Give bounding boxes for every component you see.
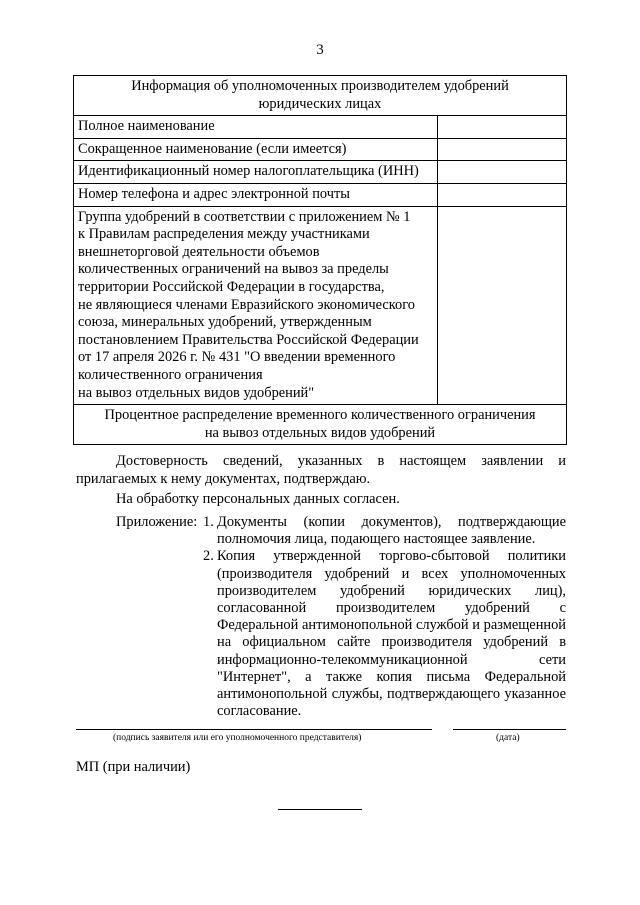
consent-statement: На обработку персональных данных согласен. [116, 491, 400, 507]
row-value-inn[interactable] [438, 161, 567, 184]
date-line [453, 729, 566, 730]
percentage-distribution-row: Процентное распределение временного количественного ограничения на вывоз отдельных видов удобрений [74, 405, 567, 445]
table-header-row [74, 76, 567, 116]
stamp-place: МП (при наличии) [76, 759, 191, 775]
authorized-entities-table [73, 75, 567, 445]
signature-line [76, 729, 432, 730]
table-row [74, 138, 567, 161]
signature-caption: (подпись заявителя или его уполномоченного представителя) [113, 733, 362, 743]
table-row [74, 161, 567, 184]
row-label-fertilizer-group: Группа удобрений в соответствии с приложением № 1 к Правилам распределения между участниками внешнеторговой деятельности объемов количественных ограничений на вывоз за пределы территории Российской Федерации в государства, не являющиеся членами Евразийского экономического союза, минеральных удобрений, утвержденным постановлением Правительства Российской Федерации от 17 апреля 2026 г. № 431 "О введении временного количественного ограничения на вывоз отдельных видов удобрений" [74, 206, 438, 405]
table-row [74, 116, 567, 139]
appendix-label: Приложение: [116, 514, 198, 530]
table-row [74, 183, 567, 206]
table-row [74, 206, 567, 405]
end-divider [278, 809, 362, 810]
appendix-item [116, 548, 566, 720]
row-value-short-name[interactable] [438, 138, 567, 161]
appendix-item-number: 1. [203, 514, 214, 530]
row-value-contacts[interactable] [438, 183, 567, 206]
appendix-item-text: Копия утвержденной торгово-сбытовой политики (производителя удобрений и всех уполномоченных производителем удобрений юридических лиц), согласованной производителем удобрений с Федеральной антимонопольной службой и размещенной на официальном сайте производителя удобрений в информационно-телекоммуникационной сети "Интернет", а также копия письма Федеральной антимонопольной службы, подтверждающего указанное согласование. [217, 548, 566, 720]
reliability-statement: Достоверность сведений, указанных в настоящем заявлении и прилагаемых к нему документах, подтверждаю. [76, 453, 566, 487]
appendix-item-number: 2. [203, 548, 214, 565]
row-label-short-name: Сокращенное наименование (если имеется) [74, 138, 438, 161]
row-label-full-name: Полное наименование [74, 116, 438, 139]
appendix-item [116, 514, 566, 548]
table-header: Информация об уполномоченных производителем удобрений юридических лицах [74, 76, 567, 116]
page-number: 3 [316, 42, 324, 58]
appendix-section [116, 514, 566, 720]
date-caption: (дата) [496, 733, 520, 743]
row-label-contacts: Номер телефона и адрес электронной почты [74, 183, 438, 206]
row-label-inn: Идентификационный номер налогоплательщика (ИНН) [74, 161, 438, 184]
row-value-full-name[interactable] [438, 116, 567, 139]
row-value-fertilizer-group[interactable] [438, 206, 567, 405]
appendix-item-text: Документы (копии документов), подтверждающие полномочия лица, подающего настоящее заявление. [217, 514, 566, 548]
table-footer-row [74, 405, 567, 445]
